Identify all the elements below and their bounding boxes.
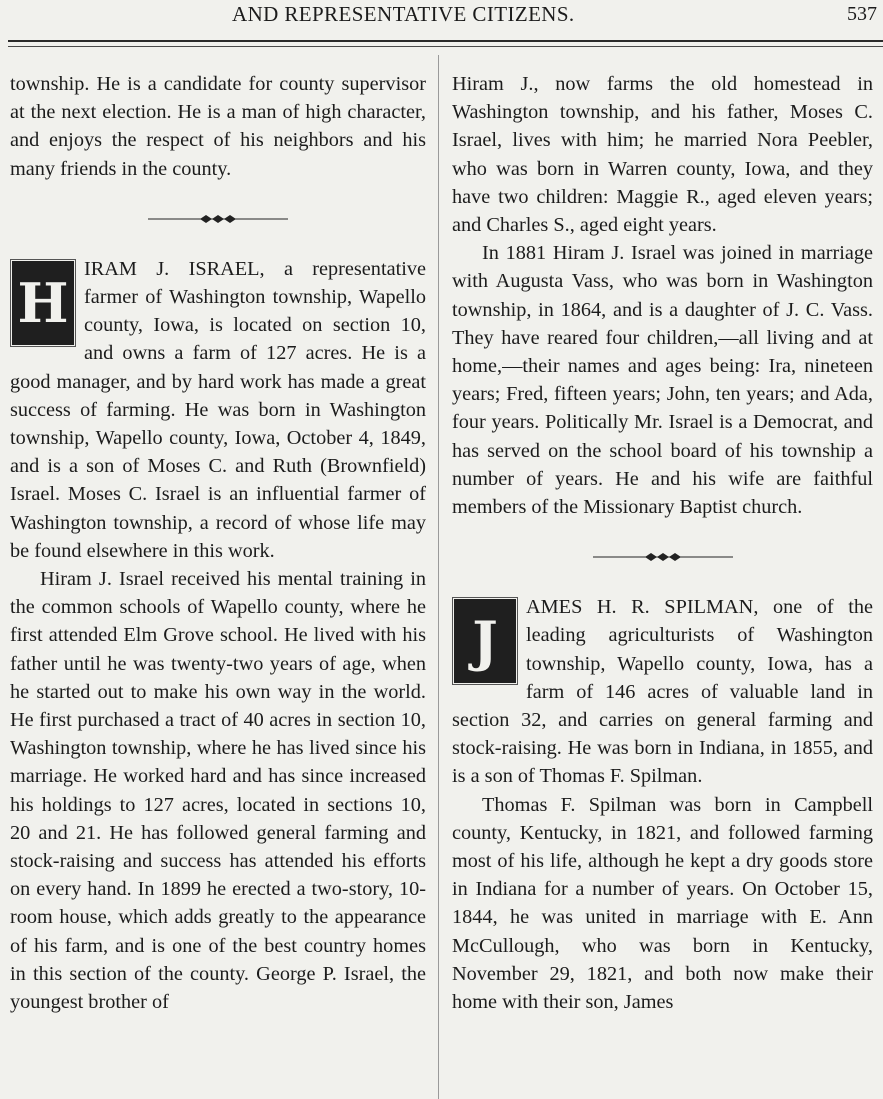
biography-paragraph: Hiram J. Israel received his mental training in the common schools of Wapello county, where he first attended Elm Grove school. He lived with his father until he was twenty-two years of age, when he started out to make his own way in the world. He first purchased a tract of 40 acres in section 10, Washington township, where he has lived since his marriage. He worked hard and has since increased his holdings to 127 acres, located in sections 10, 20 and 21. He has followed general farming and stock-raising and success has attended his efforts on every hand. In 1899 he erected a two-story, 10-room house, which adds greatly to the appearance of his farm, and is one of the best country homes in this section of the county. George P. Israel, the youngest brother of — [10, 568, 426, 1014]
page-number: 537 — [847, 3, 877, 25]
right-column — [452, 70, 873, 1016]
biography-opening-paragraph: AMES H. R. SPILMAN, one of the leading agriculturists of Washington township, Wapello county, Iowa, has a farm of 146 acres of valuable land in section 32, and carries on general farming and stock-raising. He was born in Indiana, in 1855, and is a son of Thomas F. Spilman. — [452, 596, 873, 788]
divider-ornament — [452, 543, 873, 571]
page-header — [0, 0, 883, 28]
continuation-paragraph: township. He is a candidate for county supervisor at the next election. He is a man of high character, and enjoys the respect of his neighbors and his many friends in the county. — [10, 73, 426, 180]
biography-hiram-israel — [10, 255, 426, 1016]
continuation-paragraph: Hiram J., now farms the old homestead in Washington township, and his father, Moses C. Israel, lives with him; he married Nora Peebler, who was born in Warren county, Iowa, and they have two children: Maggie R., aged eleven years; and Charles S., aged eight years. — [452, 73, 873, 237]
header-rule-thick — [8, 40, 883, 42]
biography-paragraph: In 1881 Hiram J. Israel was joined in marriage with Augusta Vass, who was born in Washington township, in 1864, and is a daughter of J. C. Vass. They have reared four children,—all living and at home,—their names and ages being: Ira, nineteen years; Fred, fifteen years; John, ten years; and Ada, four years. Politically Mr. Israel is a Democrat, and has served on the school board of his township a number of years. He and his wife are faithful members of the Missionary Baptist church. — [452, 242, 873, 519]
column-divider — [438, 55, 439, 1099]
drop-cap-initial: J — [454, 599, 516, 683]
biography-james-spilman — [452, 593, 873, 1016]
header-rule-thin — [8, 46, 883, 47]
running-head: AND REPRESENTATIVE CITIZENS. — [232, 2, 575, 26]
drop-cap-initial: H — [12, 261, 74, 345]
biography-paragraph: Thomas F. Spilman was born in Campbell county, Kentucky, in 1821, and followed farming most of his life, although he kept a dry goods store in Indiana for a number of years. On October 15, 1844, he was united in marriage with E. Ann McCullough, who was born in Kentucky, November 29, 1821, and both now make their home with their son, James — [452, 793, 873, 1014]
left-column — [10, 70, 426, 1016]
biography-opening-paragraph: IRAM J. ISRAEL, a representative farmer of Washington township, Wapello county, Iowa, is located on section 10, and owns a farm of 127 acres. He is a good manager, and by hard work has made a great success of farming. He was born in Washington township, Wapello county, Iowa, October 4, 1849, and is a son of Moses C. and Ruth (Brownfield) Israel. Moses C. Israel is an influential farmer of Washington township, a record of whose life may be found elsewhere in this work. — [10, 257, 426, 562]
divider-ornament — [10, 205, 426, 233]
